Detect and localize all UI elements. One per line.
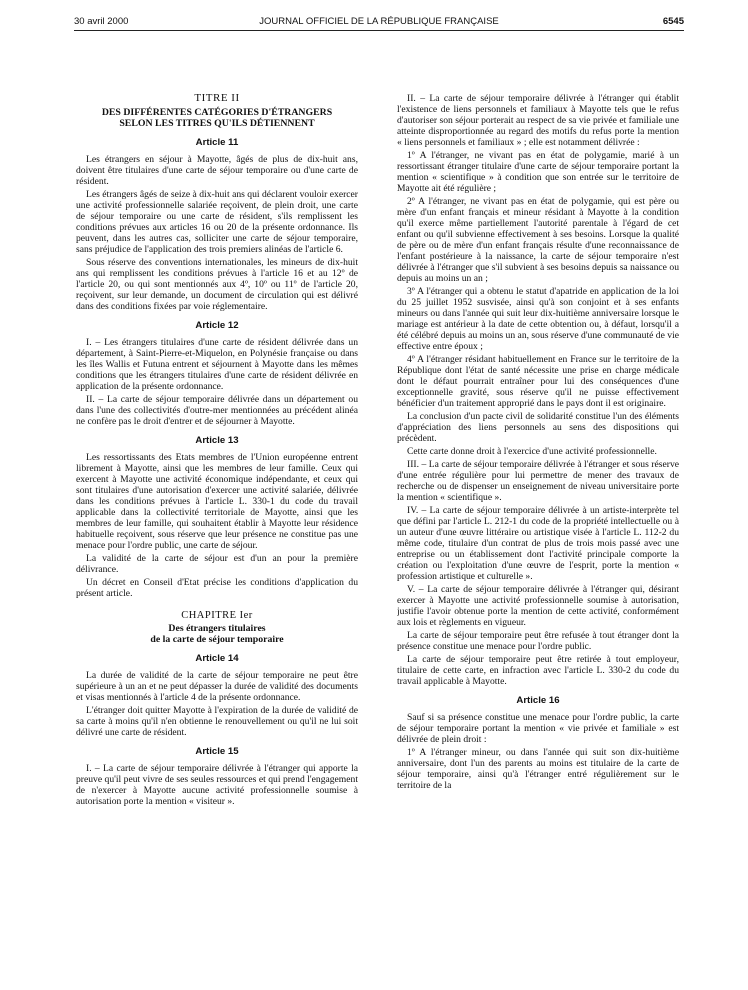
article-15-paragraph-refusal: La carte de séjour temporaire peut être refusée à tout étranger dont la présence constitue une menace pour l'ordre public. xyxy=(397,630,679,652)
header-page-number: 6545 xyxy=(662,16,684,27)
article-12-heading: Article 12 xyxy=(195,320,239,331)
titre-heading: TITRE II xyxy=(194,92,240,104)
article-15-paragraph-1: I. – La carte de séjour temporaire délivrée à l'étranger qui apporte la preuve qu'il peut vivre de ses seules ressources et qui prend l'engagement de n'exercer à Mayotte aucune activité professionnelle soumise à autorisation porte la mention « visiteur ». xyxy=(76,763,358,807)
header-date: 30 avril 2000 xyxy=(74,16,129,27)
article-13-heading: Article 13 xyxy=(195,435,239,446)
article-14-heading: Article 14 xyxy=(195,653,239,664)
article-15-paragraph-activity: Cette carte donne droit à l'exercice d'une activité professionnelle. xyxy=(407,446,657,457)
running-header xyxy=(74,16,684,30)
article-15-paragraph-pacs: La conclusion d'un pacte civil de solidarité constitue l'un des éléments d'appréciation des liens personnels au sens des dispositions qui précèdent. xyxy=(397,411,679,444)
titre-subtitle-line-2: SELON LES TITRES QU'ILS DÉTIENNENT xyxy=(119,118,315,129)
header-rule xyxy=(74,30,684,31)
chapitre-heading: CHAPITRE Ier xyxy=(181,610,253,621)
right-column xyxy=(397,93,679,989)
titre-subtitle-line-1: DES DIFFÉRENTES CATÉGORIES D'ÉTRANGERS xyxy=(101,107,333,118)
article-15-item-2: 2º A l'étranger, ne vivant pas en état de polygamie, qui est père ou mère d'un enfant français et mineur résidant à Mayotte à la condition qu'il exerce même partiellement l'autorité parentale à l'égard de cet enfant ou qu'il subvienne effectivement à ses besoins. Lorsque la qualité de père ou de mère d'un enfant français résulte d'une reconnaissance de l'enfant postérieure à la naissance, la carte de séjour temporaire n'est délivrée à l'étranger que s'il subvient à ses besoins depuis sa naissance ou depuis au moins un an ; xyxy=(397,196,679,284)
article-16-item-1: 1º A l'étranger mineur, ou dans l'année qui suit son dix-huitième anniversaire, dont l'un des parents au moins est titulaire de la carte de séjour temporaire, ainsi qu'à l'étranger entré régulièrement sur le territoire de la xyxy=(397,747,679,791)
article-15-paragraph-withdrawal: La carte de séjour temporaire peut être retirée à tout employeur, titulaire de cette carte, en infraction avec l'article L. 330-2 du code du travail applicable à Mayotte. xyxy=(397,654,679,687)
article-15-paragraph-5: V. – La carte de séjour temporaire délivrée à l'étranger qui, désirant exercer à Mayotte une activité professionnelle soumise à autorisation, justifie l'avoir obtenue porte la mention de cette activité, conformément aux lois et règlements en vigueur. xyxy=(397,584,679,628)
header-journal-title: JOURNAL OFFICIEL DE LA RÉPUBLIQUE FRANÇAISE xyxy=(259,16,499,27)
article-13-paragraph-1: Les ressortissants des Etats membres de l'Union européenne entrent librement à Mayotte, ainsi que les membres de leur famille. Ceux qui exercent à Mayotte une activité économique indépendante, et ceux qui sont titulaires d'une autorisation d'exercer une activité salariée, délivrée dans les conditions prévues à l'article L. 330-1 du code du travail applicable dans la collectivité territoriale de Mayotte, ainsi que les membres de leur famille, qui souhaitent établir à Mayotte leur résidence habituelle reçoivent, sous réserve que leur présence ne constitue pas une menace pour l'ordre public, une carte de séjour. xyxy=(76,452,358,551)
article-11-paragraph-3: Sous réserve des conventions internationales, les mineurs de dix-huit ans qui remplissent les conditions prévues à l'article 16 et au 12º de l'article 20, ou qui sont mentionnés aux 4º, 10º ou 11º de l'article 20, reçoivent, sur leur demande, un document de circulation qui est délivré dans des conditions fixées par voie réglementaire. xyxy=(76,257,358,312)
article-12-paragraph-1: I. – Les étrangers titulaires d'une carte de résident délivrée dans un département, à Saint-Pierre-et-Miquelon, en Polynésie française ou dans les îles Wallis et Futuna entrent et séjournent à Mayotte dans les mêmes conditions que les étrangers titulaires d'une carte de résident délivrée en application de la présente ordonnance. xyxy=(76,337,358,392)
article-11-paragraph-2: Les étrangers âgés de seize à dix-huit ans qui déclarent vouloir exercer une activité professionnelle salariée reçoivent, de plein droit, une carte de séjour temporaire ou une carte de résident, s'ils remplissent les conditions prévues aux articles 16 ou 20 de la présente ordonnance. Ils peuvent, dans les autres cas, solliciter une carte de séjour temporaire, sans préjudice de l'application des trois premiers alinéas de l'article 6. xyxy=(76,189,358,255)
article-12-paragraph-2: II. – La carte de séjour temporaire délivrée dans un département ou dans l'une des collectivités d'outre-mer mentionnées au précédent alinéa ne confère pas le droit d'entrer et de séjourner à Mayotte. xyxy=(76,394,358,427)
left-column xyxy=(76,92,358,988)
article-15-item-3: 3º A l'étranger qui a obtenu le statut d'apatride en application de la loi du 25 juillet 1952 susvisée, ainsi qu'à son conjoint et à ses enfants mineurs ou dans l'année qui suit leur dix-huitième anniversaire lorsque le mariage est antérieur à la date de cette obtention ou, à défaut, lorsqu'il a été célébré depuis au moins un an, sous réserve d'une communauté de vie effective entre époux ; xyxy=(397,286,679,352)
article-16-paragraph-1: Sauf si sa présence constitue une menace pour l'ordre public, la carte de séjour temporaire portant la mention « vie privée et familiale » est délivrée de plein droit : xyxy=(397,712,679,745)
chapitre-subtitle-line-1: Des étrangers titulaires xyxy=(168,623,266,634)
article-14-paragraph-2: L'étranger doit quitter Mayotte à l'expiration de la durée de validité de sa carte à moins qu'il n'en obtienne le renouvellement ou qu'il ne lui soit délivré une carte de résident. xyxy=(76,705,358,738)
article-15-paragraph-4: IV. – La carte de séjour temporaire délivrée à un artiste-interprète tel que défini par l'article L. 212-1 du code de la propriété intellectuelle ou à un auteur d'une œuvre littéraire ou artistique visée à l'article L. 112-2 du même code, titulaire d'un contrat de plus de trois mois passé avec une entreprise ou un établissement dont l'activité principale comporte la création ou l'exploitation d'une œuvre de l'esprit, porte la mention « profession artistique et culturelle ». xyxy=(397,505,679,582)
article-15-item-4: 4º A l'étranger résidant habituellement en France sur le territoire de la République dont l'état de santé nécessite une prise en charge médicale dont le défaut pourrait entraîner pour lui des conséquences d'une exceptionnelle gravité, sous réserve qu'il ne puisse effectivement bénéficier d'un traitement approprié dans le pays dont il est originaire. xyxy=(397,354,679,409)
article-13-paragraph-2: La validité de la carte de séjour est d'un an pour la première délivrance. xyxy=(76,553,358,575)
article-15-paragraph-2: II. – La carte de séjour temporaire délivrée à l'étranger qui établit l'existence de liens personnels et familiaux à Mayotte tels que le refus d'autoriser son séjour porterait au respect de sa vie privée et familiale une atteinte disproportionnée au regard des motifs du refus porte la mention « liens personnels et familiaux » ; elle est notamment délivrée : xyxy=(397,93,679,148)
article-11-heading: Article 11 xyxy=(195,137,239,148)
article-16-heading: Article 16 xyxy=(516,695,560,706)
article-14-paragraph-1: La durée de validité de la carte de séjour temporaire ne peut être supérieure à un an et ne peut dépasser la durée de validité des documents et visas mentionnés à l'article 4 de la présente ordonnance. xyxy=(76,670,358,703)
article-15-item-1: 1º A l'étranger, ne vivant pas en état de polygamie, marié à un ressortissant étranger titulaire d'une carte de séjour temporaire portant la mention « scientifique » à condition que son entrée sur le territoire de Mayotte ait été régulière ; xyxy=(397,150,679,194)
chapitre-subtitle-line-2: de la carte de séjour temporaire xyxy=(150,634,284,645)
article-15-heading: Article 15 xyxy=(195,746,239,757)
article-13-paragraph-3: Un décret en Conseil d'Etat précise les conditions d'application du présent article. xyxy=(76,577,358,599)
article-11-paragraph-1: Les étrangers en séjour à Mayotte, âgés de plus de dix-huit ans, doivent être titulaires d'une carte de séjour temporaire ou d'une carte de résident. xyxy=(76,154,358,187)
article-15-paragraph-3: III. – La carte de séjour temporaire délivrée à l'étranger et sous réserve d'une entrée régulière pour lui permettre de mener des travaux de recherche ou de dispenser un enseignement de niveau universitaire porte la mention « scientifique ». xyxy=(397,459,679,503)
